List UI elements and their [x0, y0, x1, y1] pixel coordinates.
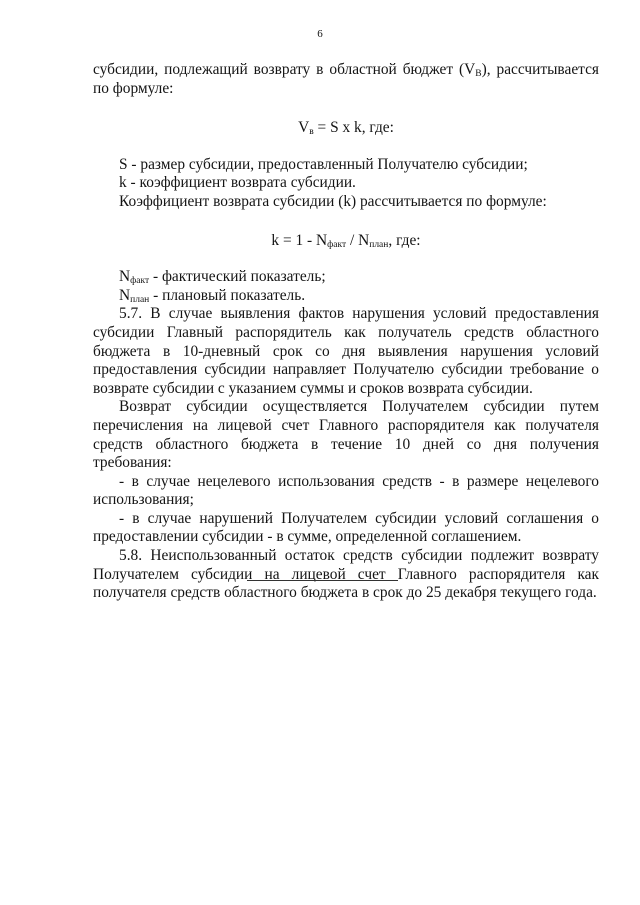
k-formula-intro: Коэффициент возврата субсидии (k) рассчитывается по формуле: [119, 192, 547, 210]
formula-return-amount [93, 119, 599, 138]
formula2-part-c: , где: [388, 231, 421, 249]
intro-paragraph [93, 61, 599, 98]
paragraph-5-7: 5.7. В случае выявления фактов нарушения условий предоставления субсидии Главный распорядитель как получатель средств областного бюджета в 10-дневный срок со дня выявления нарушения условий предоставления субсидии направляет Получателю субсидии требование о возврате субсидии с указанием суммы и сроков возврата субсидии. [93, 305, 599, 397]
nplan-subscript: план [130, 294, 150, 305]
page-number: 6 [317, 28, 323, 40]
formula2-sub-plan: план [369, 239, 389, 250]
paragraph-5-8: 5.8. Неиспользованный остаток средств субсидии подлежит возврату Получателем субсидии на лицевой счет Главного распорядителя как получателя средств областного бюджета в срок до 25 декабря текущего года. [93, 547, 599, 602]
paragraph-return: Возврат субсидии осуществляется Получателем субсидии путем перечисления на лицевой счет Главного распорядителя как получателя средств областного бюджета в течение 10 дней со дня получения требования: [93, 398, 599, 472]
end-divider [247, 580, 398, 581]
nplan-symbol: N [119, 286, 131, 304]
definition-s: S - размер субсидии, предоставленный Получателю субсидии; [119, 155, 528, 173]
document-body [93, 61, 599, 603]
definition-nfact [93, 268, 599, 287]
intro-text-start: субсидии, подлежащий возврату в областной бюджет (V [93, 61, 476, 78]
formula2-part-b: / N [346, 231, 370, 249]
formula1-subscript: в [309, 127, 314, 138]
formula2-part-a: k = 1 - N [271, 231, 328, 249]
definition-k: k - коэффициент возврата субсидии. [119, 174, 356, 192]
definition-nplan [93, 287, 599, 306]
formula2-sub-fact: факт [327, 239, 347, 250]
intro-text-end: ), рассчитывается по формуле: [93, 61, 599, 97]
nfact-subscript: факт [130, 276, 150, 287]
nfact-text: - фактический показатель; [149, 268, 326, 286]
formula-coefficient [93, 232, 599, 251]
intro-subscript: B [475, 69, 482, 79]
bullet-misuse: - в случае нецелевого использования средств - в размере нецелевого использования; [93, 472, 599, 509]
formula1-right: = S x k, где: [313, 119, 394, 137]
nfact-symbol: N [119, 268, 131, 286]
bullet-violation: - в случае нарушений Получателем субсидии условий соглашения о предоставлении субсидии - в сумме, определенной соглашением. [93, 509, 599, 546]
nplan-text: - плановый показатель. [149, 286, 306, 304]
formula1-left: V [298, 119, 310, 137]
